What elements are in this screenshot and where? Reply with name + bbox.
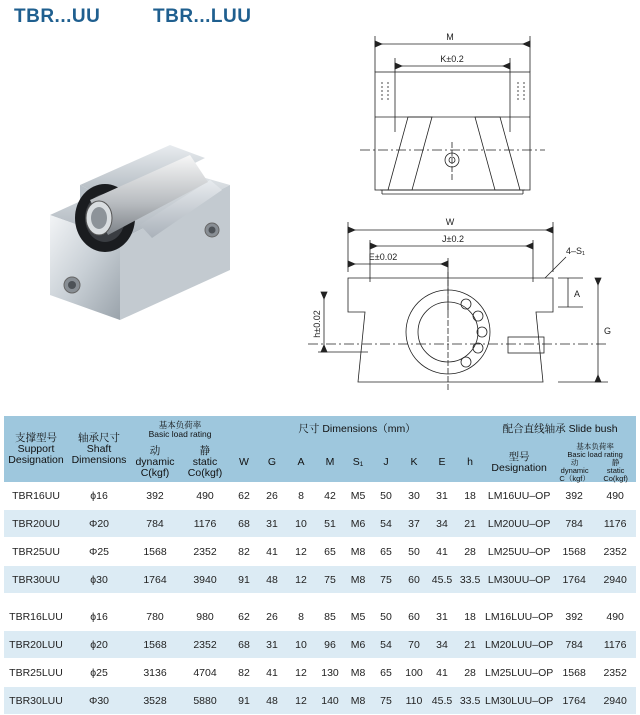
- table-cell: 60: [400, 603, 428, 631]
- label-G: G: [604, 326, 612, 336]
- table-cell: TBR16UU: [4, 482, 68, 510]
- table-cell: 780: [130, 603, 180, 631]
- table-cell: 91: [230, 687, 258, 715]
- table-cell: 1764: [554, 566, 594, 594]
- table-cell: LM25LUU–OP: [484, 659, 554, 687]
- table-cell: 65: [372, 538, 400, 566]
- table-cell: 50: [400, 538, 428, 566]
- table-cell: 21: [456, 510, 484, 538]
- table-cell: LM30UU–OP: [484, 566, 554, 594]
- table-cell: 1176: [180, 510, 230, 538]
- table-cell: 85: [316, 603, 344, 631]
- table-cell: 4704: [180, 659, 230, 687]
- table-row: [4, 687, 636, 715]
- table-cell: ϕ16: [68, 482, 130, 510]
- table-cell: 12: [286, 659, 316, 687]
- header-h: h: [456, 443, 484, 482]
- header-dimensions: 尺寸 Dimensions（mm）: [230, 416, 484, 443]
- header-A: A: [286, 443, 316, 482]
- table-cell: 68: [230, 510, 258, 538]
- table-cell: 31: [428, 603, 456, 631]
- table-cell: 490: [180, 482, 230, 510]
- table-cell: 2940: [594, 566, 636, 594]
- table-cell: Φ30: [68, 687, 130, 715]
- table-cell: 37: [400, 510, 428, 538]
- label-h: h±0.02: [312, 310, 322, 338]
- table-cell: TBR30UU: [4, 566, 68, 594]
- table-cell: 2352: [180, 631, 230, 659]
- title-tbr-uu: TBR...UU: [14, 6, 101, 27]
- table-cell: 51: [316, 510, 344, 538]
- header-bush-load: 基本负荷率 Basic load rating 动 dynamic C（kgf） 静 static Co(kgf): [554, 443, 636, 482]
- table-cell: 33.5: [456, 566, 484, 594]
- header-K: K: [400, 443, 428, 482]
- table-cell: 130: [316, 659, 344, 687]
- table-cell: 784: [554, 510, 594, 538]
- table-cell: 8: [286, 603, 316, 631]
- table-cell: 70: [400, 631, 428, 659]
- table-cell: 1764: [554, 687, 594, 715]
- table-cell: 2940: [594, 687, 636, 715]
- table-cell: 1176: [594, 510, 636, 538]
- table-cell: 8: [286, 482, 316, 510]
- table-cell: 62: [230, 482, 258, 510]
- label-K: K±0.2: [440, 54, 464, 64]
- table-cell: ϕ16: [68, 603, 130, 631]
- header-shaft: 轴承尺寸 Shaft Dimensions: [68, 416, 130, 482]
- table-cell: 42: [316, 482, 344, 510]
- table-cell: 65: [316, 538, 344, 566]
- table-cell: 91: [230, 566, 258, 594]
- header-J: J: [372, 443, 400, 482]
- table-cell: 18: [456, 482, 484, 510]
- table-cell: 3940: [180, 566, 230, 594]
- table-cell: 30: [400, 482, 428, 510]
- table-cell: 50: [372, 603, 400, 631]
- table-cell: 784: [130, 510, 180, 538]
- table-cell: 140: [316, 687, 344, 715]
- header-E: E: [428, 443, 456, 482]
- table-cell: ϕ20: [68, 631, 130, 659]
- spec-table: [4, 416, 636, 715]
- table-cell: 60: [400, 566, 428, 594]
- table-cell: LM25UU–OP: [484, 538, 554, 566]
- table-cell: LM30LUU–OP: [484, 687, 554, 715]
- table-cell: LM16UU–OP: [484, 482, 554, 510]
- table-cell: 31: [258, 510, 286, 538]
- label-A: A: [574, 289, 581, 299]
- table-cell: 41: [428, 538, 456, 566]
- label-J: J±0.2: [442, 234, 464, 244]
- table-cell: 784: [554, 631, 594, 659]
- table-cell: 45.5: [428, 566, 456, 594]
- table-cell: 31: [428, 482, 456, 510]
- table-cell: 980: [180, 603, 230, 631]
- table-cell: M8: [344, 538, 372, 566]
- table-cell: 41: [258, 659, 286, 687]
- table-spacer: [4, 594, 636, 603]
- table-cell: 41: [428, 659, 456, 687]
- table-cell: 12: [286, 538, 316, 566]
- table-cell: 1764: [130, 566, 180, 594]
- table-cell: 75: [372, 687, 400, 715]
- table-cell: 490: [594, 482, 636, 510]
- table-cell: 490: [594, 603, 636, 631]
- table-cell: 54: [372, 631, 400, 659]
- table-cell: 68: [230, 631, 258, 659]
- table-cell: 75: [316, 566, 344, 594]
- table-row: [4, 482, 636, 510]
- table-cell: 96: [316, 631, 344, 659]
- table-cell: 21: [456, 631, 484, 659]
- table-cell: 392: [554, 482, 594, 510]
- table-row: [4, 603, 636, 631]
- table-row: [4, 510, 636, 538]
- table-cell: 2352: [180, 538, 230, 566]
- table-cell: 1568: [554, 659, 594, 687]
- front-view-drawing: [330, 22, 562, 200]
- title-tbr-luu: TBR...LUU: [153, 6, 252, 27]
- table-cell: 12: [286, 687, 316, 715]
- table-row: [4, 538, 636, 566]
- table-cell: 1176: [594, 631, 636, 659]
- table-cell: 26: [258, 603, 286, 631]
- table-cell: 392: [554, 603, 594, 631]
- table-cell: TBR25LUU: [4, 659, 68, 687]
- table-cell: 100: [400, 659, 428, 687]
- header-S1: S₁: [344, 443, 372, 482]
- table-cell: M6: [344, 510, 372, 538]
- table-cell: 28: [456, 538, 484, 566]
- label-M: M: [446, 32, 454, 42]
- table-cell: ϕ25: [68, 659, 130, 687]
- table-cell: M5: [344, 482, 372, 510]
- header-support: 支撑型号 Support Designation: [4, 416, 68, 482]
- table-cell: M8: [344, 659, 372, 687]
- table-cell: 18: [456, 603, 484, 631]
- header-slide-bush: 配合直线轴承 Slide bush: [484, 416, 636, 443]
- table-cell: 2352: [594, 659, 636, 687]
- table-cell: M5: [344, 603, 372, 631]
- table-cell: 31: [258, 631, 286, 659]
- table-cell: 82: [230, 659, 258, 687]
- header-dynamic: 动 dynamic C(kgf): [130, 443, 180, 482]
- table-cell: 1568: [130, 631, 180, 659]
- table-cell: 34: [428, 631, 456, 659]
- table-cell: 33.5: [456, 687, 484, 715]
- table-cell: TBR30LUU: [4, 687, 68, 715]
- table-cell: 10: [286, 510, 316, 538]
- table-cell: 3136: [130, 659, 180, 687]
- label-E: E±0.02: [368, 252, 398, 262]
- table-cell: 50: [372, 482, 400, 510]
- table-cell: M8: [344, 687, 372, 715]
- table-row: [4, 631, 636, 659]
- header-W: W: [230, 443, 258, 482]
- table-cell: TBR20UU: [4, 510, 68, 538]
- table-cell: M6: [344, 631, 372, 659]
- table-cell: 3528: [130, 687, 180, 715]
- header-bush-designation: 型号 Designation: [484, 443, 554, 482]
- table-cell: LM20UU–OP: [484, 510, 554, 538]
- label-S1: 4–S₁: [566, 246, 586, 256]
- table-cell: 2352: [594, 538, 636, 566]
- table-cell: ϕ30: [68, 566, 130, 594]
- table-cell: 75: [372, 566, 400, 594]
- label-W: W: [445, 217, 455, 227]
- table-cell: Φ20: [68, 510, 130, 538]
- table-row: [4, 566, 636, 594]
- table-cell: Φ25: [68, 538, 130, 566]
- table-cell: 34: [428, 510, 456, 538]
- table-cell: 5880: [180, 687, 230, 715]
- table-cell: 392: [130, 482, 180, 510]
- table-cell: 1568: [130, 538, 180, 566]
- table-cell: TBR20LUU: [4, 631, 68, 659]
- table-cell: 65: [372, 659, 400, 687]
- table-cell: 110: [400, 687, 428, 715]
- table-cell: 10: [286, 631, 316, 659]
- side-view-drawing: [308, 212, 628, 402]
- table-cell: 26: [258, 482, 286, 510]
- table-cell: TBR16LUU: [4, 603, 68, 631]
- table-cell: 45.5: [428, 687, 456, 715]
- table-cell: LM16LUU–OP: [484, 603, 554, 631]
- table-cell: 82: [230, 538, 258, 566]
- table-cell: 48: [258, 566, 286, 594]
- table-cell: M8: [344, 566, 372, 594]
- table-cell: 62: [230, 603, 258, 631]
- product-photo: [40, 130, 265, 330]
- header-load: 基本负荷率 Basic load rating: [130, 416, 230, 443]
- table-cell: 41: [258, 538, 286, 566]
- table-cell: 54: [372, 510, 400, 538]
- table-cell: 1568: [554, 538, 594, 566]
- table-cell: 28: [456, 659, 484, 687]
- table-cell: 48: [258, 687, 286, 715]
- header-M: M: [316, 443, 344, 482]
- table-row: [4, 659, 636, 687]
- header-G: G: [258, 443, 286, 482]
- table-cell: 12: [286, 566, 316, 594]
- header-static: 静 static Co(kgf): [180, 443, 230, 482]
- table-cell: LM20LUU–OP: [484, 631, 554, 659]
- table-cell: TBR25UU: [4, 538, 68, 566]
